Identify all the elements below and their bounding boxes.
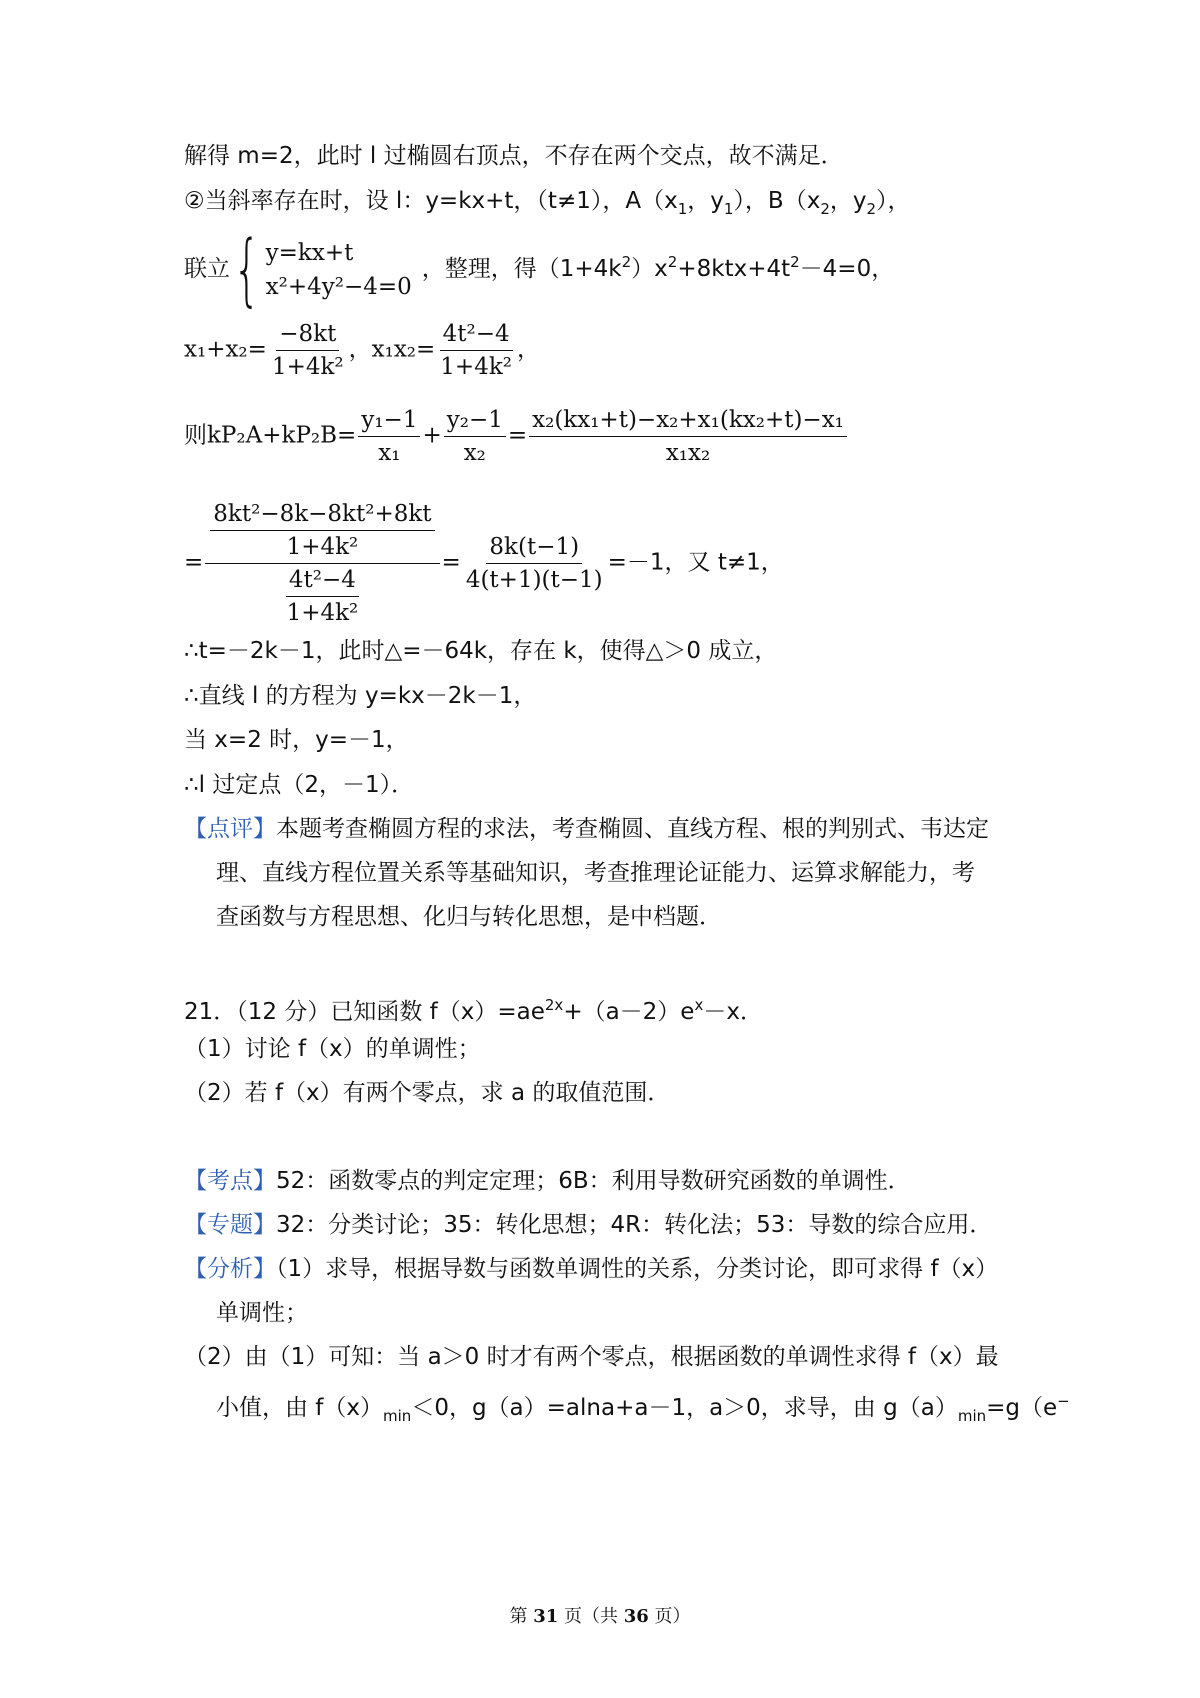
text-run: ，y (829, 188, 867, 214)
equation: x²+4y²−4=0 (265, 273, 412, 300)
subscript: 1 (723, 200, 734, 218)
superscript: − (1057, 1392, 1070, 1410)
fraction (284, 566, 362, 627)
text-line (184, 186, 911, 224)
formula-text: = (441, 549, 461, 576)
footer-text: 页（共 (558, 1606, 624, 1627)
fraction (210, 500, 434, 561)
page-footer (0, 1602, 1200, 1628)
text-run: 联立 (184, 256, 230, 282)
denominator (279, 564, 367, 627)
text-run: 小值，由 f（x） (216, 1395, 384, 1421)
fraction (463, 533, 606, 594)
equation-system-line (184, 224, 895, 315)
kaodian-line (184, 1166, 911, 1196)
text-run: ）x (631, 256, 668, 282)
numerator: y₁−1 (358, 406, 420, 437)
fraction (269, 320, 347, 381)
denominator: 1+4k² (271, 354, 344, 380)
denominator: 1+4k² (440, 354, 512, 380)
fenxi-line (216, 1386, 1070, 1431)
text-line: ∴t=－2k－1，此时△=－64k，存在 k，使得△＞0 成立， (184, 638, 778, 664)
question-title (184, 990, 763, 1027)
superscript: 2x (544, 996, 564, 1014)
review-text: 本题考查椭圆方程的求法，考查椭圆、直线方程、根的判别式、韦达定 (276, 816, 989, 842)
zhuanti-tag: 【专题】 (184, 1212, 276, 1238)
question-part: （2）若 f（x）有两个零点，求 a 的取值范围． (184, 1080, 671, 1106)
denominator: 4(t+1)(t−1) (465, 567, 603, 593)
kaodian-tag: 【考点】 (184, 1168, 276, 1194)
subscript: 1 (677, 200, 688, 218)
review-line: 理、直线方程位置关系等基础知识，考查推理论证能力、运算求解能力，考 (216, 860, 975, 886)
review-line: 查函数与方程思想、化归与转化思想，是中档题． (216, 904, 722, 930)
subscript: 2 (820, 200, 830, 218)
formula-text: = (507, 422, 528, 449)
text-line: 当 x=2 时，y=－1， (184, 727, 409, 753)
complex-fraction (205, 500, 439, 627)
formula-text: x₁+x₂= (184, 336, 267, 363)
formula-line (184, 500, 784, 627)
superscript: 2 (790, 253, 800, 271)
text-run: －x． (703, 999, 763, 1025)
formula-text: + (422, 422, 442, 449)
superscript: 2 (621, 253, 632, 271)
page-total: 36 (623, 1606, 649, 1627)
formula-text: 则 (184, 422, 207, 449)
formula-line (184, 406, 849, 467)
page-number: 31 (533, 1606, 559, 1627)
numerator: x₂(kx₁+t)−x₂+x₁(kx₂+t)−x₁ (529, 406, 847, 437)
text-run: ②当斜率存在时，设 l：y=kx+t，（t≠1），A（x (184, 188, 678, 214)
formula-text: kP₂A+kP₂B= (207, 422, 357, 449)
text-run: ），B（x (733, 188, 821, 214)
formula-text: ， (517, 336, 540, 363)
denominator: 1+4k² (286, 600, 359, 626)
denominator: x₁ (378, 440, 401, 466)
formula-text: = (184, 549, 204, 576)
text-run: －4=0， (799, 256, 895, 282)
denominator: 1+4k² (286, 534, 359, 560)
text-run: ＜0，g（a）=alna+a－1，a＞0，求导，由 g（a） (411, 1395, 958, 1421)
text-run: +（a－2）e (563, 999, 695, 1025)
text-line: 解得 m=2，此时 l 过椭圆右顶点，不存在两个交点，故不满足． (184, 143, 844, 169)
text-run: ，整理，得（1+4k (421, 256, 622, 282)
numerator: 4t²−4 (286, 566, 359, 597)
text-line: ∴l 过定点（2，－1）． (184, 772, 415, 798)
formula-line (184, 320, 540, 381)
fraction (358, 406, 420, 467)
fenxi-line: （2）由（1）可知：当 a＞0 时才有两个零点，根据函数的单调性求得 f（x）最 (184, 1344, 999, 1370)
fenxi-line: 单调性； (216, 1300, 308, 1326)
fraction (529, 406, 847, 467)
denominator: x₁x₂ (665, 440, 711, 466)
fraction (444, 406, 506, 467)
review-line (184, 814, 989, 844)
text-line: ∴直线 l 的方程为 y=kx－2k－1， (184, 683, 537, 709)
subscript: min (383, 1407, 412, 1425)
formula-text: =－1，又 t≠1， (607, 549, 784, 576)
text-run: =g（e (986, 1395, 1058, 1421)
fraction (437, 320, 515, 381)
text-run: +8ktx+4t (677, 256, 791, 282)
subscript: 2 (866, 200, 877, 218)
numerator: 8k(t−1) (486, 533, 582, 564)
numerator: 4t²−4 (440, 320, 513, 351)
fenxi-text: （1）求导，根据导数与函数单调性的关系，分类讨论，即可求得 f（x） (276, 1256, 999, 1282)
zhuanti-text: 32：分类讨论；35：转化思想；4R：转化法；53：导数的综合应用． (276, 1212, 993, 1238)
kaodian-text: 52：函数零点的判定定理；6B：利用导数研究函数的单调性． (276, 1168, 911, 1194)
fenxi-tag: 【分析】 (184, 1256, 276, 1282)
equation: y=kx+t (265, 239, 354, 266)
review-tag: 【点评】 (184, 816, 276, 842)
subscript: min (957, 1407, 987, 1425)
fenxi-line (184, 1254, 998, 1284)
text-run: 21．（12 分）已知函数 f（x）=ae (184, 999, 545, 1025)
question-part: （1）讨论 f（x）的单调性； (184, 1036, 481, 1062)
denominator: x₂ (463, 440, 486, 466)
footer-text: 页） (648, 1606, 691, 1627)
numerator (205, 500, 439, 564)
brace-icon: { (233, 224, 261, 315)
superscript: 2 (667, 253, 678, 271)
text-run: ）， (876, 188, 911, 214)
formula-text: ，x₁x₂= (348, 336, 436, 363)
numerator: −8kt (276, 320, 339, 351)
footer-text: 第 (509, 1606, 534, 1627)
numerator: y₂−1 (444, 406, 506, 437)
equation-system (266, 236, 412, 304)
superscript: x (694, 996, 704, 1014)
numerator: 8kt²−8k−8kt²+8kt (210, 500, 434, 531)
text-run: ，y (687, 188, 724, 214)
zhuanti-line (184, 1210, 992, 1240)
